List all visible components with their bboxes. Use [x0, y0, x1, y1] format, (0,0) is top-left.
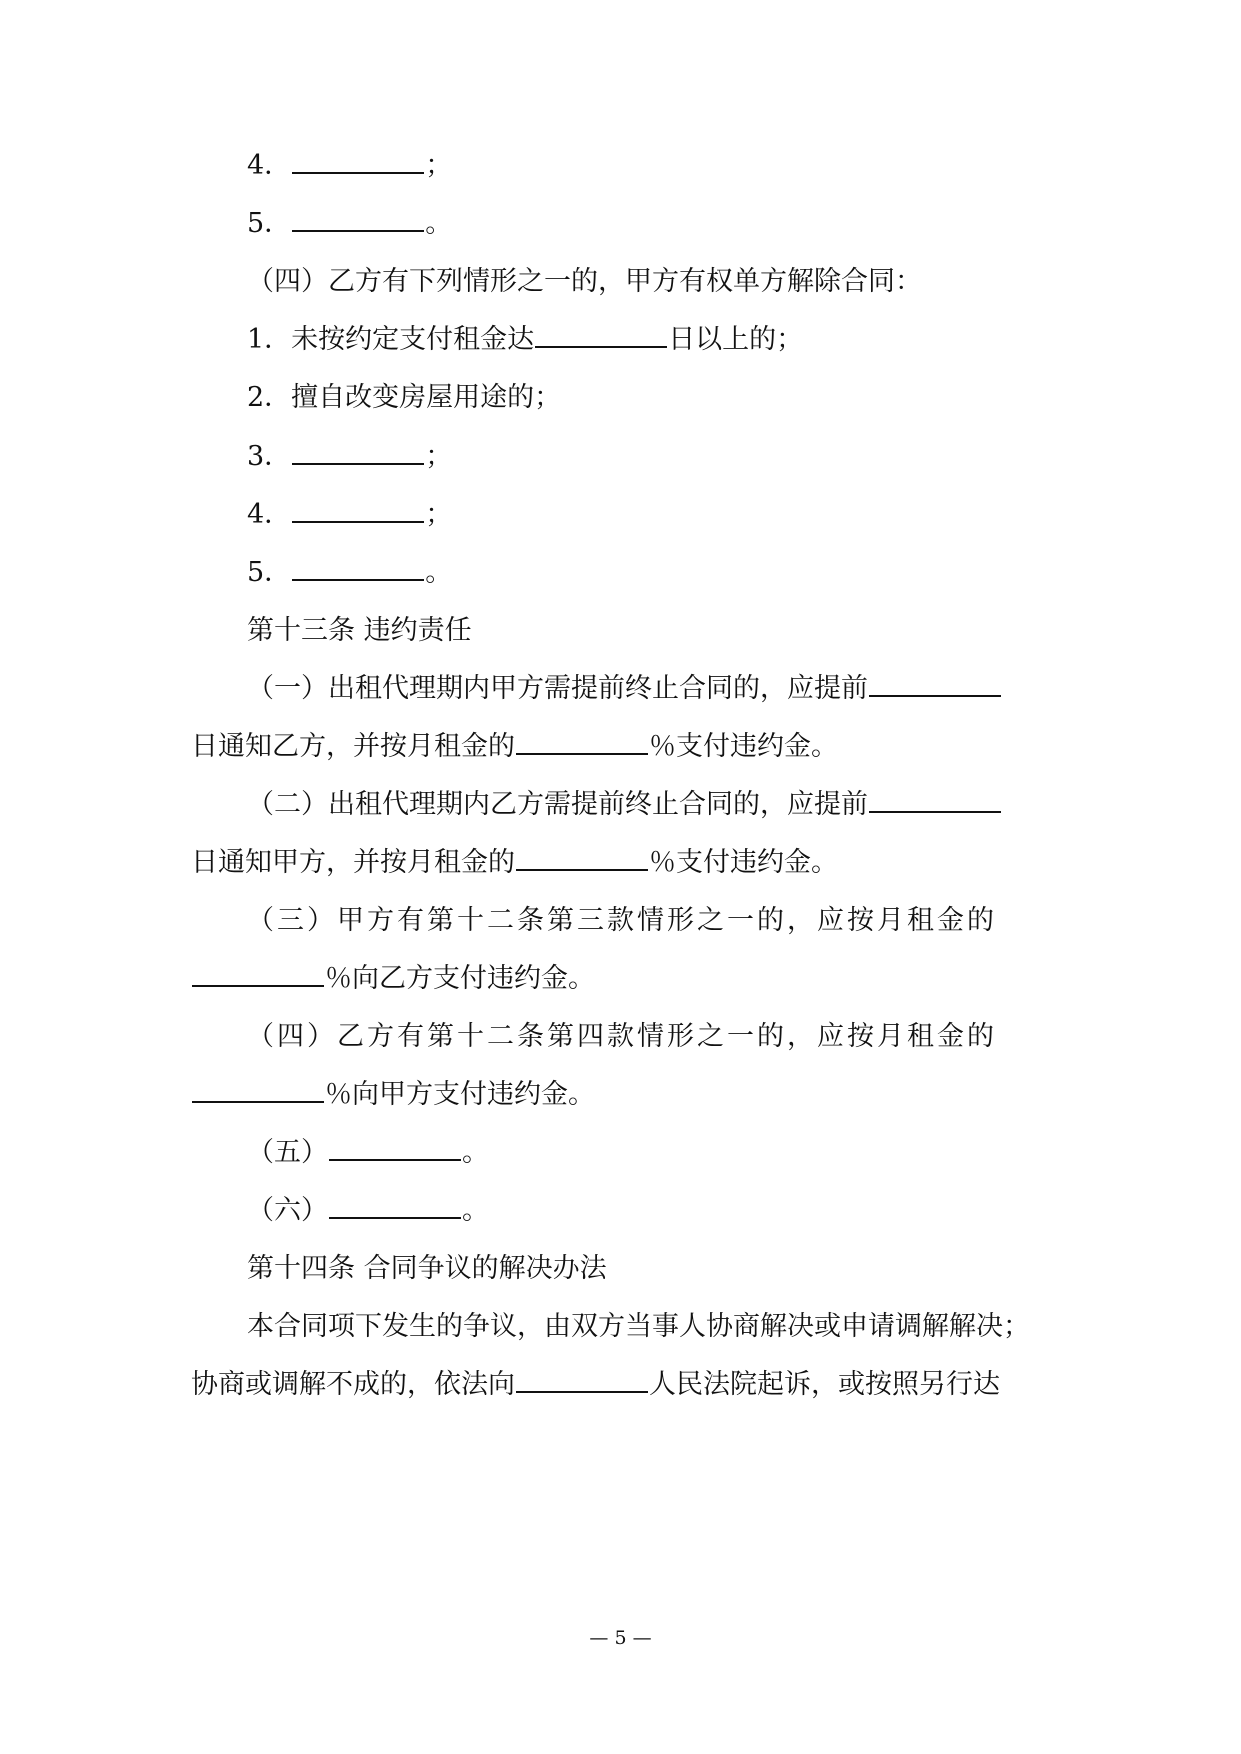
clause-text: ％支付违约金。: [649, 847, 838, 878]
clause-text: ％向乙方支付违约金。: [325, 963, 595, 994]
liability-one-line-2: [191, 727, 1051, 767]
clause-text: ％支付违约金。: [649, 731, 838, 762]
liability-three-line-2: [191, 959, 1051, 999]
clause-text: 。: [462, 1195, 489, 1226]
fill-in-blank[interactable]: [292, 206, 424, 232]
clause-text: 日通知甲方，并按月租金的: [191, 847, 515, 878]
clause-text: 1．未按约定支付租金达: [247, 324, 535, 355]
clause-text: （五）: [247, 1137, 328, 1168]
clause-text: 日通知乙方，并按月租金的: [191, 731, 515, 762]
article-14-heading: 第十四条 合同争议的解决办法: [247, 1253, 607, 1284]
clause-text: 。: [462, 1137, 489, 1168]
clause-text: ；: [425, 150, 453, 181]
clause-text: 协商或调解不成的，依法向: [191, 1369, 515, 1400]
fill-in-blank[interactable]: [329, 1193, 461, 1219]
fill-in-blank[interactable]: [535, 322, 667, 348]
clause-line-4b: [191, 495, 1107, 535]
fill-in-blank[interactable]: [516, 845, 648, 871]
clause-line-3: [191, 437, 1107, 477]
article-13-heading: 第十三条 违约责任: [247, 615, 472, 646]
dispute-paragraph-line-2: [191, 1365, 1051, 1405]
clause-line-1: [191, 320, 1107, 360]
clause-line-4: [191, 146, 1107, 186]
clause-text: （一）出租代理期内甲方需提前终止合同的，应提前: [247, 673, 868, 704]
clause-text: 4．: [247, 150, 292, 181]
clause-line-5: [191, 204, 1107, 244]
fill-in-blank[interactable]: [292, 148, 424, 174]
clause-text: ％向甲方支付违约金。: [325, 1079, 595, 1110]
clause-text: ；: [425, 499, 453, 530]
fill-in-blank[interactable]: [869, 787, 1001, 813]
clause-text: （六）: [247, 1195, 328, 1226]
liability-two-line-1: [191, 785, 1107, 825]
fill-in-blank[interactable]: [516, 1367, 648, 1393]
clause-text: 。: [425, 208, 453, 239]
clause-text: 4．: [247, 499, 292, 530]
clause-text: 5．: [247, 208, 292, 239]
clause-text: 。: [425, 557, 453, 588]
clause-text: 5．: [247, 557, 292, 588]
clause-text: 日以上的；: [668, 324, 804, 355]
page-number: — 5 —: [589, 1627, 652, 1649]
fill-in-blank[interactable]: [516, 729, 648, 755]
liability-one-line-1: [191, 669, 1107, 709]
fill-in-blank[interactable]: [292, 555, 424, 581]
fill-in-blank[interactable]: [292, 439, 424, 465]
liability-four-line-2: [191, 1075, 1051, 1115]
fill-in-blank[interactable]: [192, 1077, 324, 1103]
liability-three-line-1: （三）甲方有第十二条第三款情形之一的，应按月租金的: [247, 905, 997, 936]
clause-line-5b: [191, 553, 1107, 593]
fill-in-blank[interactable]: [329, 1135, 461, 1161]
clause-text: （二）出租代理期内乙方需提前终止合同的，应提前: [247, 789, 868, 820]
fill-in-blank[interactable]: [869, 671, 1001, 697]
fill-in-blank[interactable]: [292, 497, 424, 523]
fill-in-blank[interactable]: [192, 961, 324, 987]
liability-four-line-1: （四）乙方有第十二条第四款情形之一的，应按月租金的: [247, 1021, 997, 1052]
dispute-paragraph-line-1: 本合同项下发生的争议，由双方当事人协商解决或申请调解解决；: [247, 1311, 1030, 1342]
section-four-heading: （四）乙方有下列情形之一的，甲方有权单方解除合同：: [247, 266, 922, 297]
liability-two-line-2: [191, 843, 1051, 883]
clause-line-2: 2．擅自改变房屋用途的；: [247, 382, 562, 413]
liability-five-line: [191, 1133, 1107, 1173]
clause-text: ；: [425, 441, 453, 472]
clause-text: 人民法院起诉，或按照另行达: [649, 1369, 1000, 1400]
clause-text: 3．: [247, 441, 292, 472]
liability-six-line: [191, 1191, 1107, 1231]
